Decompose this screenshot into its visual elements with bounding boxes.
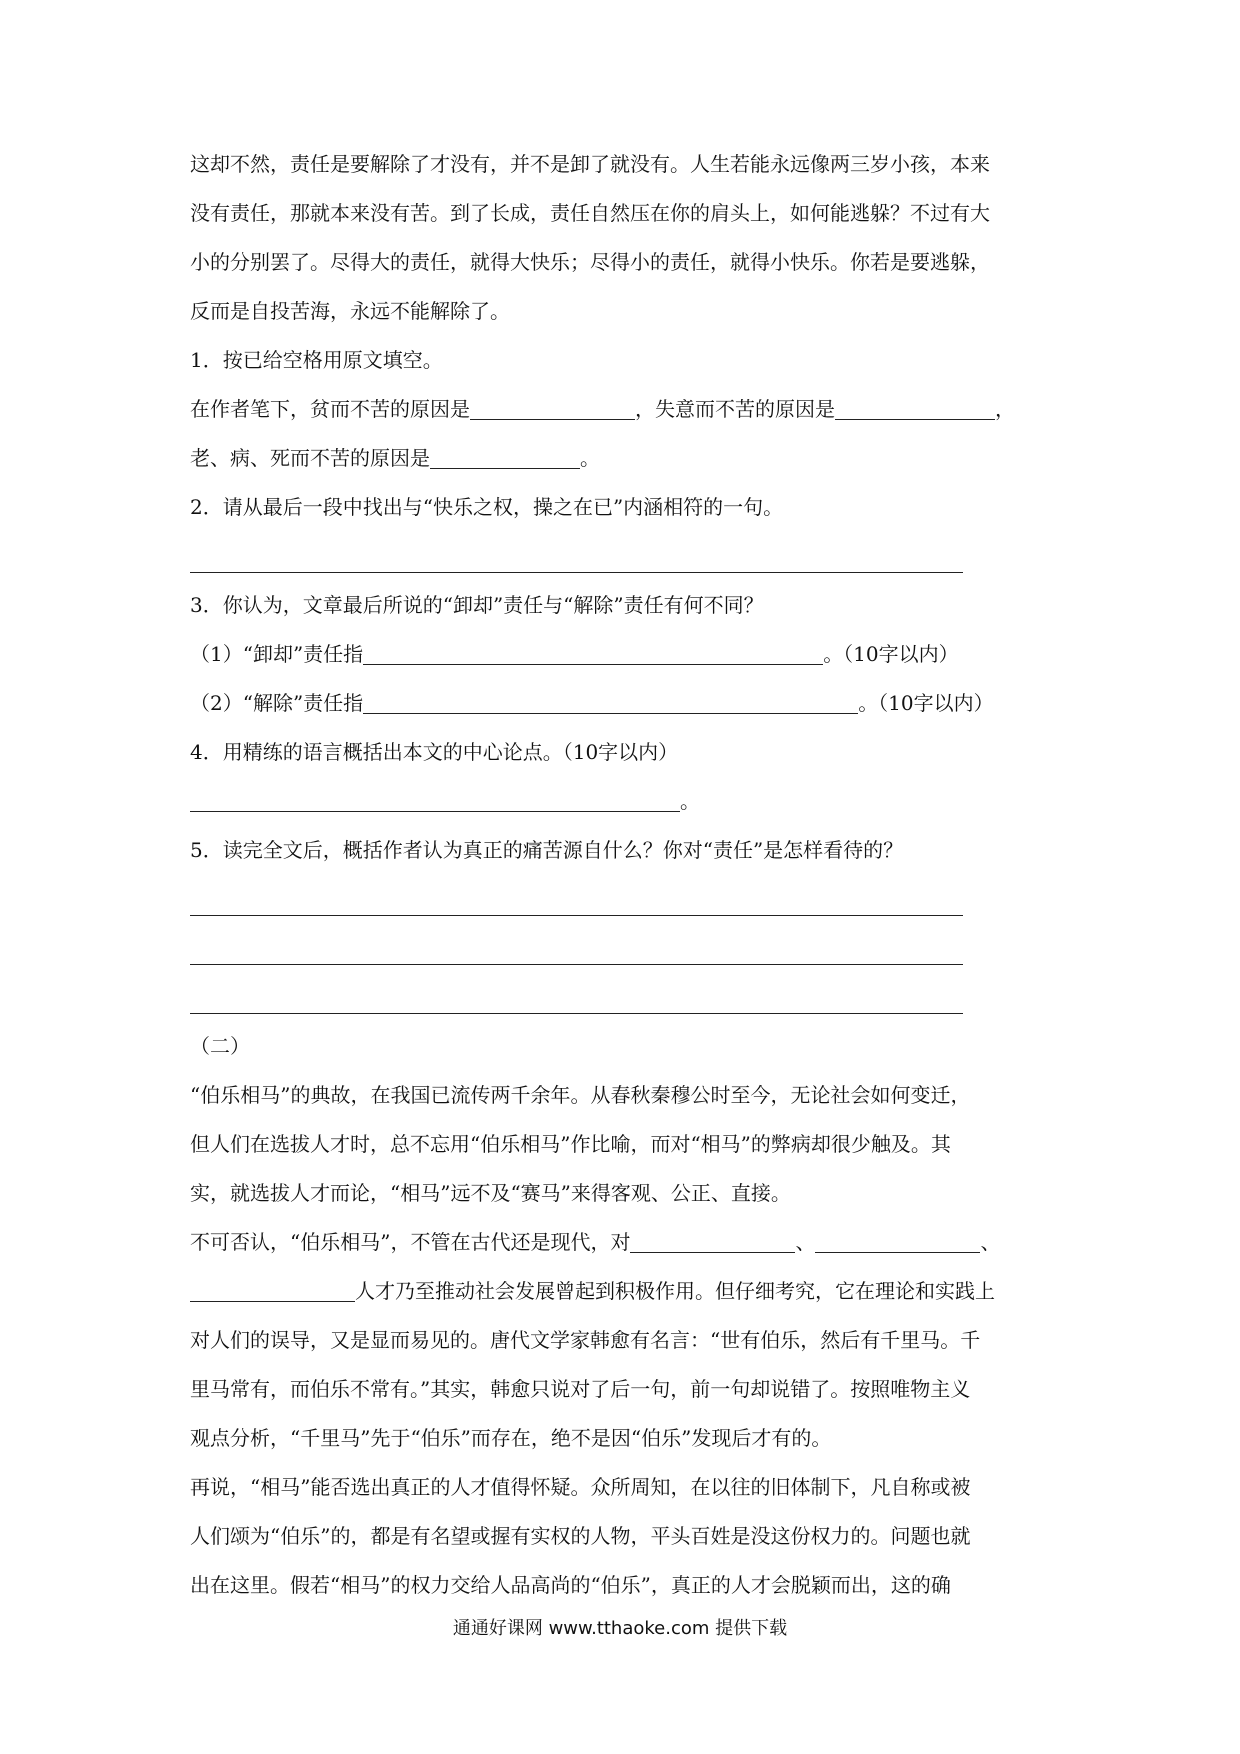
text-line: 没有责任，那就本来没有苦。到了长成，责任自然压在你的肩头上，如何能逃躲？不过有大	[190, 201, 990, 225]
paragraph-3-text: 不可否认，“伯乐相马”，不管在古代还是现代，对	[190, 1230, 631, 1254]
question-4-answer	[190, 777, 1060, 826]
answer-line[interactable]	[190, 875, 1060, 924]
question-1-stem: 1．按已给空格用原文填空。	[190, 348, 443, 372]
question-3-part-2	[190, 679, 1060, 728]
paragraph-3-text: 、	[980, 1230, 1001, 1254]
answer-blank[interactable]	[835, 399, 995, 420]
section-2-heading: （二）	[190, 1034, 250, 1058]
answer-blank[interactable]	[630, 1232, 795, 1253]
text-line: 小的分别罢了。尽得大的责任，就得大快乐；尽得小的责任，就得小快乐。你若是要逃躲，	[190, 250, 990, 274]
text-line: 观点分析，“千里马”先于“伯乐”而存在，绝不是因“伯乐”发现后才有的。	[190, 1426, 832, 1450]
text-line: 人们颂为“伯乐”的，都是有名望或握有实权的人物，平头百姓是没这份权力的。问题也就	[190, 1524, 971, 1548]
question-4-stem: 4．用精练的语言概括出本文的中心论点。（10字以内）	[190, 740, 679, 764]
paragraph-3-text: 、	[795, 1230, 816, 1254]
text-line: 里马常有，而伯乐不常有。”其实，韩愈只说对了后一句，前一句却说错了。按照唯物主义	[190, 1377, 971, 1401]
question-1-text: 老、病、死而不苦的原因是	[190, 446, 430, 470]
question-5-stem: 5．读完全文后，概括作者认为真正的痛苦源自什么？你对“责任”是怎样看待的？	[190, 838, 904, 862]
answer-blank[interactable]	[190, 1281, 355, 1302]
answer-line[interactable]	[190, 532, 1060, 581]
question-3-suffix: 。（10字以内）	[823, 642, 959, 666]
question-3-stem: 3．你认为，文章最后所说的“卸却”责任与“解除”责任有何不同？	[190, 593, 764, 617]
question-3-part-1	[190, 630, 1060, 679]
paragraph-2	[190, 1071, 1060, 1218]
question-2-stem: 2．请从最后一段中找出与“快乐之权，操之在已”内涵相符的一句。	[190, 495, 784, 519]
question-3-label: （1）“卸却”责任指	[190, 642, 364, 666]
paragraph-3-line-1	[190, 1218, 1060, 1267]
paragraph-1	[190, 140, 1060, 336]
paragraph-4	[190, 1463, 1060, 1610]
question-1-text: 。	[580, 446, 600, 470]
question-1-text: ，	[995, 397, 1015, 421]
answer-line[interactable]	[190, 924, 1060, 973]
answer-blank[interactable]	[190, 791, 680, 812]
answer-blank[interactable]	[430, 448, 580, 469]
text-line: 反而是自投苦海，永远不能解除了。	[190, 299, 510, 323]
page-footer: 通通好课网 www.tthaoke.com 提供下载	[452, 1618, 788, 1639]
text-line: 出在这里。假若“相马”的权力交给人品高尚的“伯乐”，真正的人才会脱颖而出，这的确	[190, 1573, 951, 1597]
question-3-suffix: 。（10字以内）	[858, 691, 994, 715]
question-1-line-1	[190, 385, 1060, 434]
answer-line[interactable]	[190, 973, 1060, 1022]
paragraph-3	[190, 1218, 1060, 1463]
question-3-label: （2）“解除”责任指	[190, 691, 364, 715]
answer-blank[interactable]	[470, 399, 635, 420]
paragraph-3-line-2	[190, 1267, 1060, 1316]
question-1-line-2	[190, 434, 1060, 483]
text-line: 实，就选拔人才而论，“相马”远不及“赛马”来得客观、公正、直接。	[190, 1181, 791, 1205]
text-line: 再说，“相马”能否选出真正的人才值得怀疑。众所周知，在以往的旧体制下，凡自称或被	[190, 1475, 971, 1499]
worksheet-body	[190, 140, 1060, 1610]
answer-blank[interactable]	[815, 1232, 980, 1253]
text-line: “伯乐相马”的典故，在我国已流传两千余年。从春秋秦穆公时至今，无论社会如何变迁，	[190, 1083, 971, 1107]
question-4-suffix: 。	[680, 789, 700, 813]
question-1-text: ，失意而不苦的原因是	[635, 397, 835, 421]
text-line: 这却不然，责任是要解除了才没有，并不是卸了就没有。人生若能永远像两三岁小孩，本来	[190, 152, 990, 176]
paragraph-3-text: 人才乃至推动社会发展曾起到积极作用。但仔细考究，它在理论和实践上	[355, 1279, 995, 1303]
text-line: 对人们的误导，又是显而易见的。唐代文学家韩愈有名言：“世有伯乐，然后有千里马。千	[190, 1328, 981, 1352]
text-line: 但人们在选拔人才时，总不忘用“伯乐相马”作比喻，而对“相马”的弊病却很少触及。其	[190, 1132, 951, 1156]
question-1-text: 在作者笔下，贫而不苦的原因是	[190, 397, 470, 421]
answer-blank[interactable]	[363, 693, 858, 714]
answer-blank[interactable]	[363, 644, 823, 665]
